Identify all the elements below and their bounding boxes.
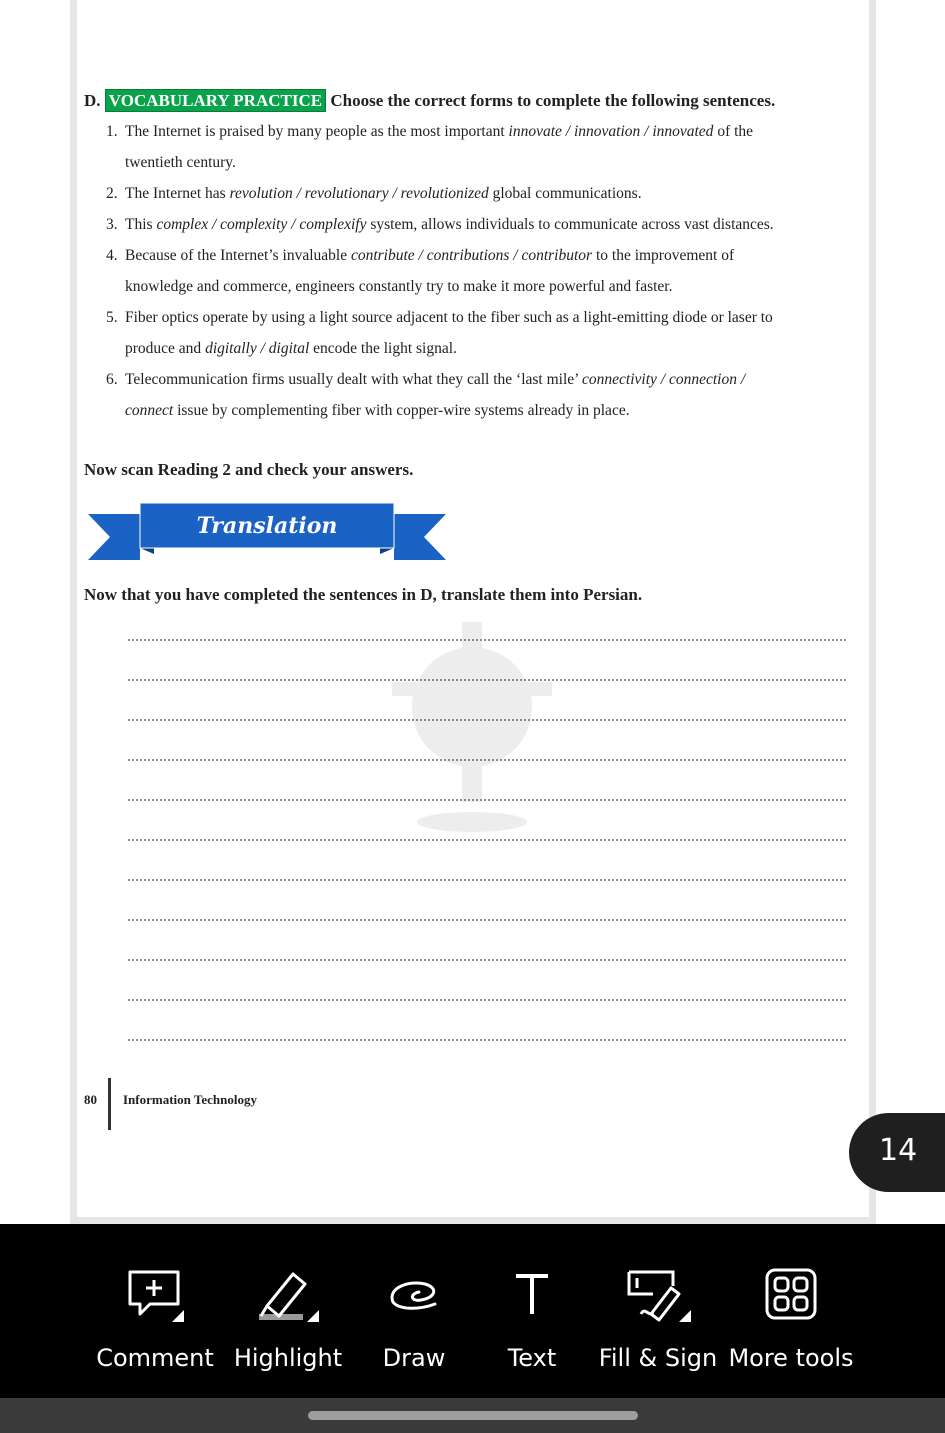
answer-line[interactable]: [128, 879, 846, 881]
fill-sign-tool-button[interactable]: [598, 1224, 718, 1398]
answer-line[interactable]: [128, 999, 846, 1001]
answer-line[interactable]: [128, 919, 846, 921]
highlight-tool-button[interactable]: [230, 1224, 346, 1398]
translation-ribbon: [88, 502, 446, 562]
draw-label: Draw: [382, 1344, 446, 1372]
draw-icon: [379, 1266, 449, 1326]
ribbon-title: Translation: [196, 513, 338, 539]
bottom-toolbar: [0, 1224, 945, 1398]
vocab-letter: D.: [84, 91, 101, 110]
more-tools-button[interactable]: [728, 1224, 854, 1398]
question-3: 3. This complex / complexity / complexify system, allows individuals to communicate across vast distances.: [106, 216, 774, 233]
highlight-label: Highlight: [233, 1344, 343, 1372]
comment-tool-button[interactable]: [92, 1224, 218, 1398]
answer-line[interactable]: [128, 679, 846, 681]
fill-sign-icon: [623, 1266, 693, 1326]
more-tools-label: More tools: [728, 1344, 854, 1372]
scan-instruction: Now scan Reading 2 and check your answers.: [84, 460, 414, 479]
answer-line[interactable]: [128, 959, 846, 961]
answer-line[interactable]: [128, 759, 846, 761]
vocab-instruction: Choose the correct forms to complete the following sentences.: [330, 91, 776, 110]
comment-label: Comment: [96, 1344, 214, 1372]
question-6: 6. Telecommunication firms usually dealt with what they call the ‘last mile’ connectivity / connection / connect issue by complementing fiber with copper-wire systems already in place.: [106, 371, 746, 419]
footer-divider: [108, 1078, 111, 1130]
text-label: Text: [507, 1344, 557, 1372]
question-2: 2. The Internet has revolution / revolutionary / revolutionized global communications.: [106, 185, 642, 202]
answer-line[interactable]: [128, 639, 846, 641]
more-tools-icon: [756, 1266, 826, 1326]
translate-instruction: Now that you have completed the sentences in D, translate them into Persian.: [84, 585, 643, 604]
answer-line[interactable]: [128, 799, 846, 801]
vocab-tag: VOCABULARY PRACTICE: [105, 89, 326, 112]
fill-sign-label: Fill & Sign: [598, 1344, 718, 1372]
answer-line[interactable]: [128, 1039, 846, 1041]
highlight-icon: [253, 1266, 323, 1326]
watermark-emblem: [372, 612, 572, 842]
text-icon: [497, 1266, 567, 1326]
home-indicator[interactable]: [308, 1411, 638, 1420]
answer-line[interactable]: [128, 719, 846, 721]
footer-page-number: 80: [84, 1092, 97, 1107]
answer-line[interactable]: [128, 839, 846, 841]
footer-book-title: Information Technology: [123, 1092, 257, 1107]
draw-tool-button[interactable]: [366, 1224, 462, 1398]
question-1: 1. The Internet is praised by many people as the most important innovate / innovation / innovated of the twentieth century.: [106, 123, 754, 171]
page-indicator-number: 14: [879, 1133, 918, 1168]
question-4: 4. Because of the Internet’s invaluable contribute / contributions / contributor to the improvement of knowledge and commerce, engineers constantly try to make it more powerful and faster.: [106, 247, 735, 295]
vocab-heading: [84, 89, 854, 113]
question-5: 5. Fiber optics operate by using a light source adjacent to the fiber such as a light-emitting diode or laser to produce and digitally / digital encode the light signal.: [106, 309, 773, 357]
comment-icon: [120, 1266, 190, 1326]
text-tool-button[interactable]: [488, 1224, 576, 1398]
